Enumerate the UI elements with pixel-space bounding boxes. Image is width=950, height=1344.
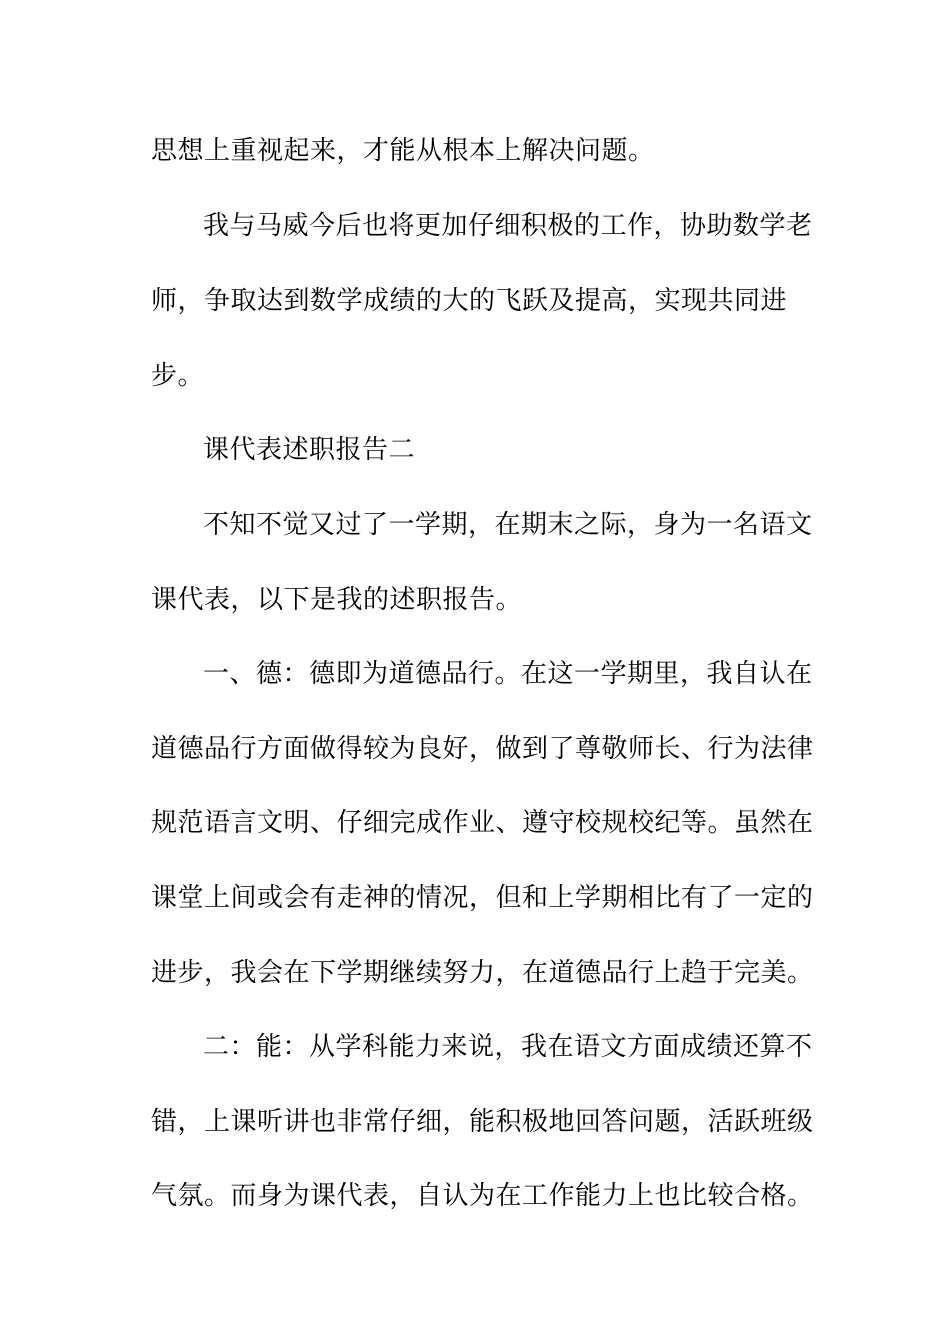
section-heading: 课代表述职报告二 <box>203 435 416 465</box>
paragraph-start-line: 一、德：德即为道德品行。在这一学期里，我自认在 <box>203 659 813 689</box>
paragraph-start-line: 我与马威今后也将更加仔细积极的工作，协助数学老 <box>203 211 813 241</box>
text-line: 步。 <box>151 361 205 391</box>
text-line: 思想上重视起来，才能从根本上解决问题。 <box>151 136 655 166</box>
text-line: 气氛。而身为课代表，自认为在工作能力上也比较合格。 <box>151 1181 814 1211</box>
text-line: 道德品行方面做得较为良好，做到了尊敬师长、行为法律 <box>151 734 814 764</box>
text-line: 规范语言文明、仔细完成作业、遵守校规校纪等。虽然在 <box>151 808 814 838</box>
text-line: 错，上课听讲也非常仔细，能积极地回答问题，活跃班级 <box>151 1107 814 1137</box>
text-line: 课代表，以下是我的述职报告。 <box>151 585 523 615</box>
text-line: 课堂上间或会有走神的情况，但和上学期相比有了一定的 <box>151 883 814 913</box>
text-line: 进步，我会在下学期继续努力，在道德品行上趋于完美。 <box>151 958 814 988</box>
paragraph-start-line: 二：能：从学科能力来说，我在语文方面成绩还算不 <box>203 1032 813 1062</box>
paragraph-start-line: 不知不觉又过了一学期，在期末之际，身为一名语文 <box>203 510 813 540</box>
text-line: 师，争取达到数学成绩的大的飞跃及提高，实现共同进 <box>151 286 788 316</box>
